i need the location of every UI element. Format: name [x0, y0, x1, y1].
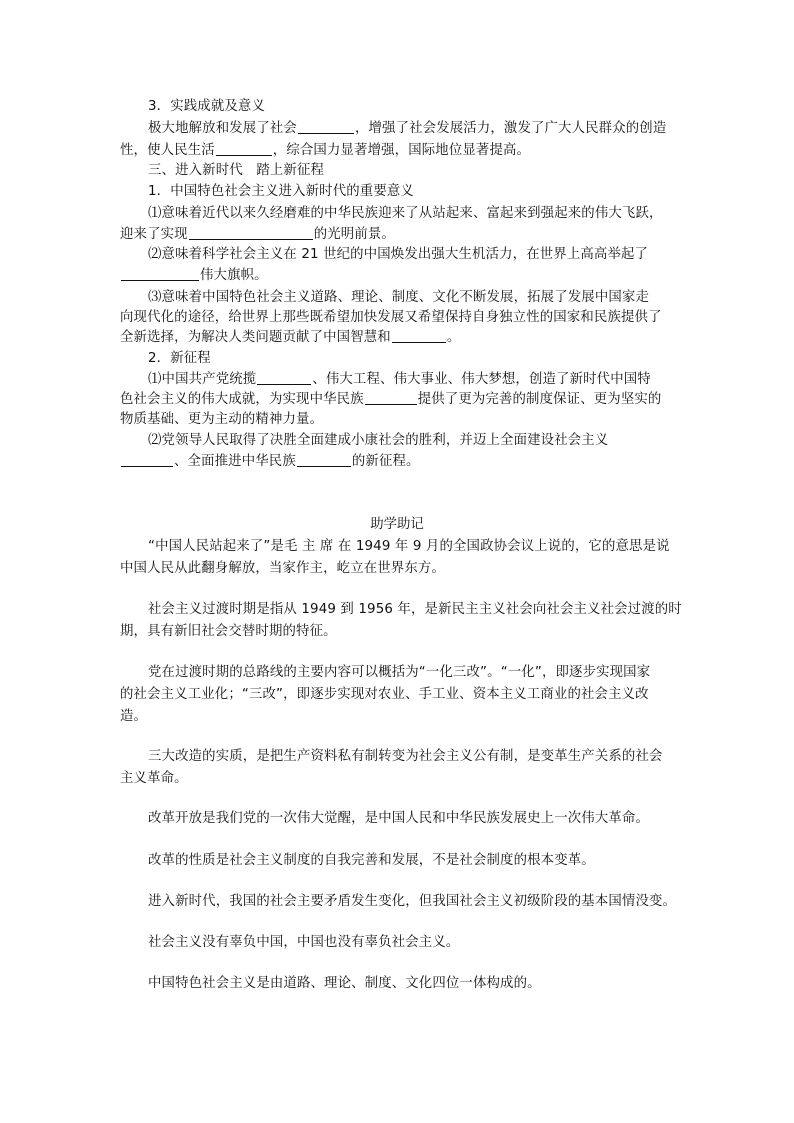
- notes-title: 助学助记: [370, 517, 424, 532]
- note-line: 社会主义过渡时期是指从 1949 到 1956 年，是新民主主义社会向社会主义社会过渡的时: [148, 602, 682, 617]
- item-2-line: 伟大旗帜。: [120, 265, 268, 287]
- note-line: 三大改造的实质，是把生产资料私有制转变为社会主义公有制，是变革生产关系的社会: [148, 749, 663, 764]
- subsection-2-title: 2．新征程: [148, 351, 211, 366]
- note-line: 改革开放是我们党的一次伟大觉醒，是中国人民和中华民族发展史上一次伟大革命。: [148, 811, 650, 826]
- fill-blank[interactable]: [121, 452, 173, 467]
- note-line: 改革的性质是社会主义制度的自我完善和发展，不是社会制度的根本变革。: [148, 853, 595, 868]
- note-line: “中国人民站起来了”是毛 主 席 在 1949 年 9 月的全国政协会议上说的，它的意思是说: [148, 539, 670, 554]
- item-3-line: 向现代化的途径，给世界上那些既希望加快发展又希望保持自身独立性的国家和民族提供了: [120, 310, 662, 325]
- fill-blank[interactable]: [298, 119, 354, 134]
- note-line: 党在过渡时期的总路线的主要内容可以概括为“一化三改”。“一化”，即逐步实现国家: [148, 665, 651, 680]
- note-line: 期，具有新旧社会交替时期的特征。: [120, 624, 337, 639]
- item-1-line: 迎来了实现 的光明前景。: [120, 227, 395, 242]
- note-line: 主义革命。: [120, 771, 188, 786]
- fill-blank[interactable]: [297, 452, 351, 467]
- note-line: 造。: [120, 709, 148, 724]
- subsection-1-title: 1．中国特色社会主义进入新时代的重要意义: [148, 184, 414, 199]
- item-2-line: ⑵意味着科学社会主义在 21 世纪的中国焕发出强大生机活力，在世界上高高举起了: [148, 247, 649, 262]
- paragraph-line: 性，使人民生活 ，综合国力显著增强，国际地位显著提高。: [120, 143, 531, 158]
- part-3-title: 三、进入新时代 踏上新征程: [148, 163, 325, 178]
- fill-blank[interactable]: [392, 328, 446, 343]
- new-journey-1-line: ⑴中国共产党统揽 、伟大工程、伟大事业、伟大梦想，创造了新时代中国特: [148, 372, 651, 387]
- note-line: 进入新时代，我国的社会主要矛盾发生变化，但我国社会主义初级阶段的基本国情没变。: [148, 894, 677, 909]
- fill-blank[interactable]: [189, 225, 313, 240]
- item-1-line: ⑴意味着近代以来久经磨难的中华民族迎来了从站起来、富起来到强起来的伟大飞跃，: [148, 206, 663, 221]
- note-line: 的社会主义工业化；“三改”，即逐步实现对农业、手工业、资本主义工商业的社会主义改: [120, 687, 649, 702]
- fill-blank[interactable]: [365, 390, 417, 405]
- item-3-line: 全新选择，为解决人类问题贡献了中国智慧和 。: [120, 330, 461, 345]
- paragraph-line: 极大地解放和发展了社会 ，增强了社会发展活力，激发了广大人民群众的创造: [148, 121, 667, 136]
- item-3-line: ⑶意味着中国特色社会主义道路、理论、制度、文化不断发展，拓展了发展中国家走: [148, 290, 650, 305]
- fill-blank[interactable]: [257, 370, 311, 385]
- new-journey-2-line: 、全面推进中华民族 的新征程。: [120, 451, 420, 473]
- new-journey-2-line: ⑵党领导人民取得了决胜全面建成小康社会的胜利，并迈上全面建设社会主义: [148, 433, 609, 448]
- note-line: 中国人民从此翻身解放，当家作主，屹立在世界东方。: [120, 561, 445, 576]
- fill-blank[interactable]: [121, 266, 199, 281]
- new-journey-1-line: 色社会主义的伟大成就，为实现中华民族 提供了更为完善的制度保证、更为坚实的: [120, 392, 662, 407]
- note-line: 社会主义没有辜负中国，中国也没有辜负社会主义。: [148, 935, 460, 950]
- note-line: 中国特色社会主义是由道路、理论、制度、文化四位一体构成的。: [148, 976, 541, 991]
- new-journey-1-line: 物质基础、更为主动的精神力量。: [120, 412, 324, 427]
- fill-blank[interactable]: [216, 141, 272, 156]
- section-3-title: 3．实践成就及意义: [148, 99, 265, 114]
